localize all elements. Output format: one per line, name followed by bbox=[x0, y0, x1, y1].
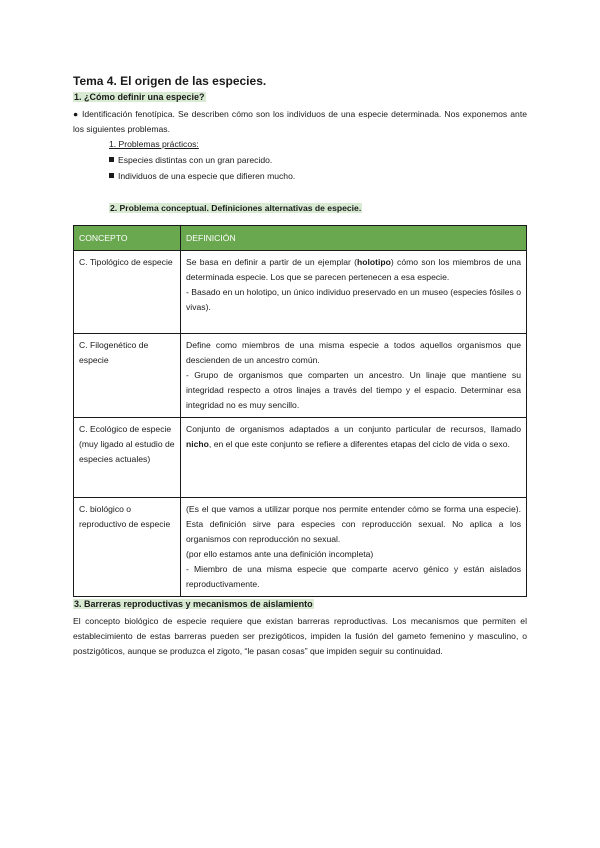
square-bullet-icon bbox=[109, 173, 114, 178]
table-row bbox=[74, 418, 527, 498]
table-row bbox=[74, 251, 527, 334]
table-header-row bbox=[74, 226, 527, 251]
table-row bbox=[74, 498, 527, 597]
list-item: Individuos de una especie que difieren mucho. bbox=[109, 171, 295, 181]
definition-cell: Define como miembros de una misma especie a todos aquellos organismos que descienden de un ancestro común. - Grupo de organismos que comparten un ancestro. Un linaje que mantiene su integridad respecto a otros linajes a través del tiempo y el espacio. Determinar esa integridad no es muy sencillo. bbox=[181, 334, 527, 418]
practical-problems-subheading: 1. Problemas prácticos: bbox=[109, 139, 199, 149]
concept-cell: C. Ecológico de especie (muy ligado al estudio de especies actuales) bbox=[74, 418, 181, 498]
species-definitions-table bbox=[73, 225, 527, 597]
list-item: Especies distintas con un gran parecido. bbox=[109, 155, 272, 165]
section-1-heading: 1. ¿Cómo definir una especie? bbox=[74, 92, 205, 102]
page-title: Tema 4. El origen de las especies. bbox=[73, 74, 267, 88]
concept-cell: C. biológico o reproductivo de especie bbox=[74, 498, 181, 597]
section-3-paragraph: El concepto biológico de especie requiere que existan barreras reproductivas. Los mecanismos que permiten el establecimiento de estas barreras pueden ser prezigóticos, impiden la fusión del gameto femenino y masculino, o postzigóticos, aunque se produzca el zigoto, “le pasan cosas” que impiden seguir su continuidad. bbox=[73, 616, 527, 656]
concept-cell: C. Tipológico de especie bbox=[74, 251, 181, 334]
concept-cell: C. Filogenético de especie bbox=[74, 334, 181, 418]
section-2-heading: 2. Problema conceptual. Definiciones alternativas de especie. bbox=[110, 203, 362, 213]
definition-cell: (Es el que vamos a utilizar porque nos permite entender cómo se forma una especie). Esta definición sirve para especies con reproducción sexual. No aplica a los organismos con reproducción no sexual. (por ello estamos ante una definición incompleta) - Miembro de una misma especie que comparte acervo génico y están aislados reproductivamente. bbox=[181, 498, 527, 597]
definition-cell: Se basa en definir a partir de un ejemplar (holotipo) cómo son los miembros de una determinada especie. Los que se parecen pertenecen a esa especie. - Basado en un holotipo, un único individuo preservado en un museo (especies fósiles o vivas). bbox=[181, 251, 527, 334]
square-bullet-icon bbox=[109, 157, 114, 162]
section-1-paragraph: ● Identificación fenotípica. Se describen cómo son los individuos de una especie determinada. Nos exponemos ante los siguientes problemas. bbox=[73, 109, 527, 134]
header-concept: CONCEPTO bbox=[74, 226, 181, 251]
table-row bbox=[74, 334, 527, 418]
header-definition: DEFINICIÓN bbox=[181, 226, 527, 251]
section-3-heading: 3. Barreras reproductivas y mecanismos de aislamiento bbox=[74, 599, 313, 609]
definition-cell: Conjunto de organismos adaptados a un conjunto particular de recursos, llamado nicho, en el que este conjunto se refiere a diferentes etapas del ciclo de vida o sexo. bbox=[181, 418, 527, 498]
